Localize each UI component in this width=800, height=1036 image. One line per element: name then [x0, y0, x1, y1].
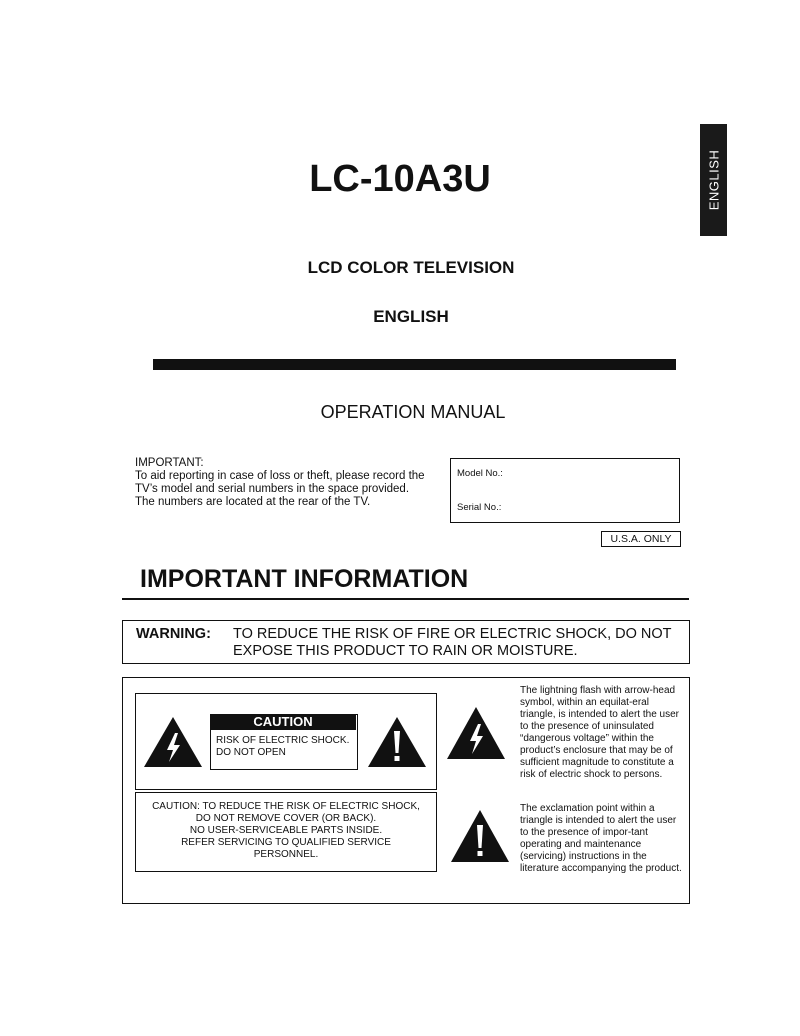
important-note [135, 457, 425, 509]
exclamation-triangle-icon [449, 808, 511, 864]
important-note-heading: IMPORTANT: [135, 457, 204, 469]
manual-title: OPERATION MANUAL [320, 402, 506, 422]
caution-notice-line: REFER SERVICING TO QUALIFIED SERVICE [181, 837, 391, 848]
section-heading: IMPORTANT INFORMATION [140, 565, 469, 593]
lightning-triangle-icon [445, 705, 507, 761]
caution-notice-line: CAUTION: TO REDUCE THE RISK OF ELECTRIC SHOCK, [152, 801, 420, 812]
model-number: LC-10A3U [309, 158, 491, 200]
warning-label: WARNING: [136, 626, 211, 642]
warning-box [122, 620, 690, 664]
caution-title: CAUTION [210, 714, 356, 730]
caution-notice-line: NO USER-SERVICEABLE PARTS INSIDE. [189, 825, 383, 836]
caution-notice-line: PERSONNEL. [253, 849, 319, 860]
caution-notice-line: DO NOT REMOVE COVER (OR BACK). [195, 813, 377, 824]
warning-text: TO REDUCE THE RISK OF FIRE OR ELECTRIC SHOCK, DO NOT EXPOSE THIS PRODUCT TO RAIN OR MOISTURE. [233, 626, 672, 659]
exclamation-triangle-icon [366, 715, 428, 769]
serial-number-label: Serial No.: [457, 502, 502, 513]
model-serial-box [450, 458, 680, 523]
section-divider [122, 598, 689, 600]
caution-line: RISK OF ELECTRIC SHOCK. [216, 735, 350, 746]
lightning-triangle-icon [142, 715, 204, 769]
caution-notice-text [136, 801, 436, 861]
region-badge: U.S.A. ONLY [601, 531, 681, 547]
header-divider [153, 359, 676, 370]
manual-language: ENGLISH [373, 307, 449, 326]
important-note-body: To aid reporting in case of loss or theft, please record the TV’s model and serial numbers in the space provided. The numbers are located at the rear of the TV. [135, 470, 425, 508]
caution-line: DO NOT OPEN [216, 747, 286, 758]
product-type: LCD COLOR TELEVISION [307, 258, 515, 277]
caution-notice-panel [135, 792, 437, 872]
caution-sticker-text [216, 735, 356, 759]
side-tab-label: ENGLISH [706, 149, 721, 211]
model-number-label: Model No.: [457, 468, 503, 479]
exclamation-symbol-description: The exclamation point within a triangle is intended to alert the user to the presence of impor-tant operating and maintenance (servicing) instructions in the literature accompanying the product. [520, 803, 682, 874]
lightning-symbol-description: The lightning flash with arrow-head symbol, within an equilat-eral triangle, is intended to alert the user to the presence of uninsulated “dangerous voltage” within the product’s enclosure that may be of sufficient magnitude to constitute a risk of electric shock to persons. [520, 685, 679, 780]
